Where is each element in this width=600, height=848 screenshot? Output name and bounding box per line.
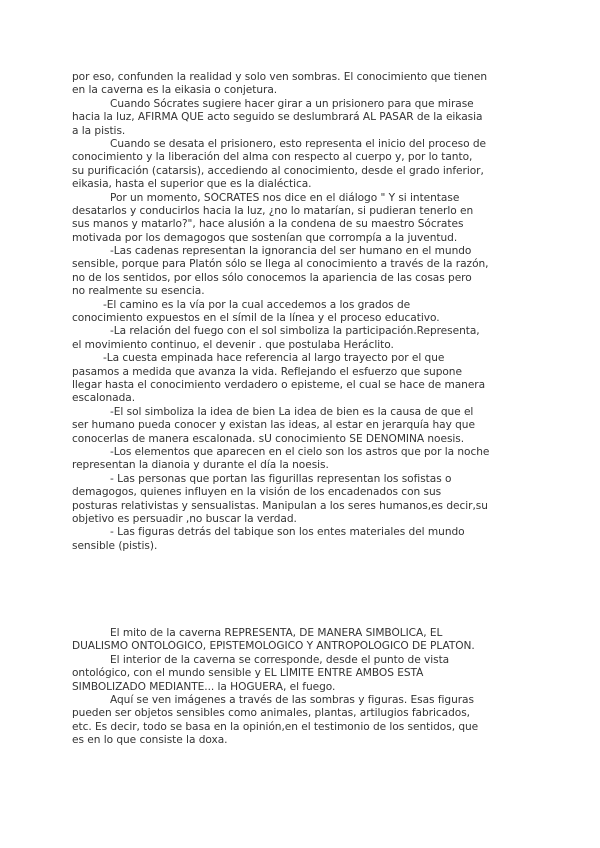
text-line: - Las personas que portan las figurillas representan los sofistas o (110, 472, 452, 485)
text-line: eikasia, hasta el superior que es la dialéctica. (72, 178, 312, 191)
text-line: su purificación (catarsis), accediendo al conocimiento, desde el grado inferior, (72, 164, 484, 177)
text-line: hacia la luz, AFIRMA QUE acto seguido se deslumbrará AL PASAR de la eikasia (72, 111, 483, 124)
text-line: - Las figuras detrás del tabique son los entes materiales del mundo (110, 526, 465, 539)
text-line: DUALISMO ONTOLÓGICO, EPISTEMOLÓGICO Y ANTROPOLÓGICO DE PLATÓN. (72, 640, 475, 653)
text-line: SIMBOLIZADO MEDIANTE... la HOGUERA, el fuego. (72, 680, 336, 693)
text-line: -Las cadenas representan la ignorancia del ser humano en el mundo (110, 245, 472, 258)
text-line: sensible, porque para Platón sólo se llega al conocimiento a través de la razón, (72, 258, 489, 271)
text-line: a la pistis. (72, 124, 126, 137)
body-text-section-2 (72, 627, 534, 748)
text-line: conocimiento y la liberación del alma con respecto al cuerpo y, por lo tanto, (72, 151, 473, 164)
text-line: El mito de la caverna REPRESENTA, DE MANERA SIMBÓLICA, EL (110, 627, 443, 639)
text-line: desatarlos y conducirlos hacia la luz, ¿no lo matarían, si pudieran tenerlo en (72, 204, 474, 217)
text-line: en la caverna es la eikasia o conjetura. (72, 84, 278, 97)
text-line: El interior de la caverna se corresponde, desde el punto de vista (110, 653, 450, 666)
text-line: conocerlas de manera escalonada. sU conocimiento SE DENOMINA noesis. (72, 432, 465, 445)
text-line: pasamos a medida que avanza la vida. Reflejando el esfuerzo que supone (72, 365, 462, 378)
text-line: sensible (pistis). (72, 539, 158, 552)
text-line: ontológico, con el mundo sensible y EL LÍMITE ENTRE AMBOS ESTÁ (72, 667, 424, 680)
text-line: no de los sentidos, por ellos sólo conocemos la apariencia de las cosas pero (72, 271, 472, 284)
text-line: el movimiento continuo, el devenir . que postulaba Heráclito. (72, 338, 394, 351)
text-line: ser humano pueda conocer y existan las ideas, al estar en jerarquía hay que (72, 419, 475, 432)
text-line: Aquí se ven imágenes a través de las sombras y figuras. Esas figuras (110, 693, 474, 706)
text-line: conocimiento expuestos en el símil de la línea y el proceso educativo. (72, 312, 440, 325)
text-line: -El sol simboliza la idea de bien La idea de bien es la causa de que el (110, 405, 474, 418)
text-line: objetivo es persuadir ,no buscar la verdad. (72, 512, 297, 525)
body-text-section-1 (72, 71, 534, 553)
text-line: es en lo que consiste la doxa. (72, 734, 228, 747)
text-line: demagogos, quienes influyen en la visión de los encadenados con sus (72, 486, 442, 499)
text-line: escalonada. (72, 392, 136, 405)
text-line: por eso, confunden la realidad y solo ven sombras. El conocimiento que tienen (72, 71, 488, 83)
text-line: posturas relativistas y sensualistas. Manipulan a los seres humanos,es decir,su (72, 499, 488, 512)
text-line: sus manos y matarlo?", hace alusión a la condena de su maestro Sócrates (72, 218, 464, 231)
text-line: Por un momento, SÓCRATES nos dice en el diálogo " Y si intentase (110, 191, 460, 204)
text-line: Cuando Sócrates sugiere hacer girar a un prisionero para que mirase (110, 97, 474, 110)
text-line: -La cuesta empinada hace referencia al largo trayecto por el que (103, 352, 445, 365)
text-line: Cuando se desata el prisionero, esto representa el inicio del proceso de (110, 137, 487, 150)
text-line: -La relación del fuego con el sol simboliza la participación.Representa, (110, 325, 480, 338)
text-line: -El camino es la vía por la cual accedemos a los grados de (103, 298, 411, 311)
text-line: llegar hasta el conocimiento verdadero o episteme, el cual se hace de manera (72, 378, 486, 391)
text-line: etc. Es decir, todo se basa en la opinión,en el testimonio de los sentidos, que (72, 720, 479, 733)
text-line: -Los elementos que aparecen en el cielo son los astros que por la noche (110, 445, 490, 458)
text-line: motivada por los demagogos que sostenían que corrompía a la juventud. (72, 231, 458, 244)
text-line: no realmente su esencia. (72, 285, 205, 298)
text-line: pueden ser objetos sensibles como animales, plantas, artilugios fabricados, (72, 707, 470, 720)
text-line: representan la dianoia y durante el día la noesis. (72, 459, 329, 472)
